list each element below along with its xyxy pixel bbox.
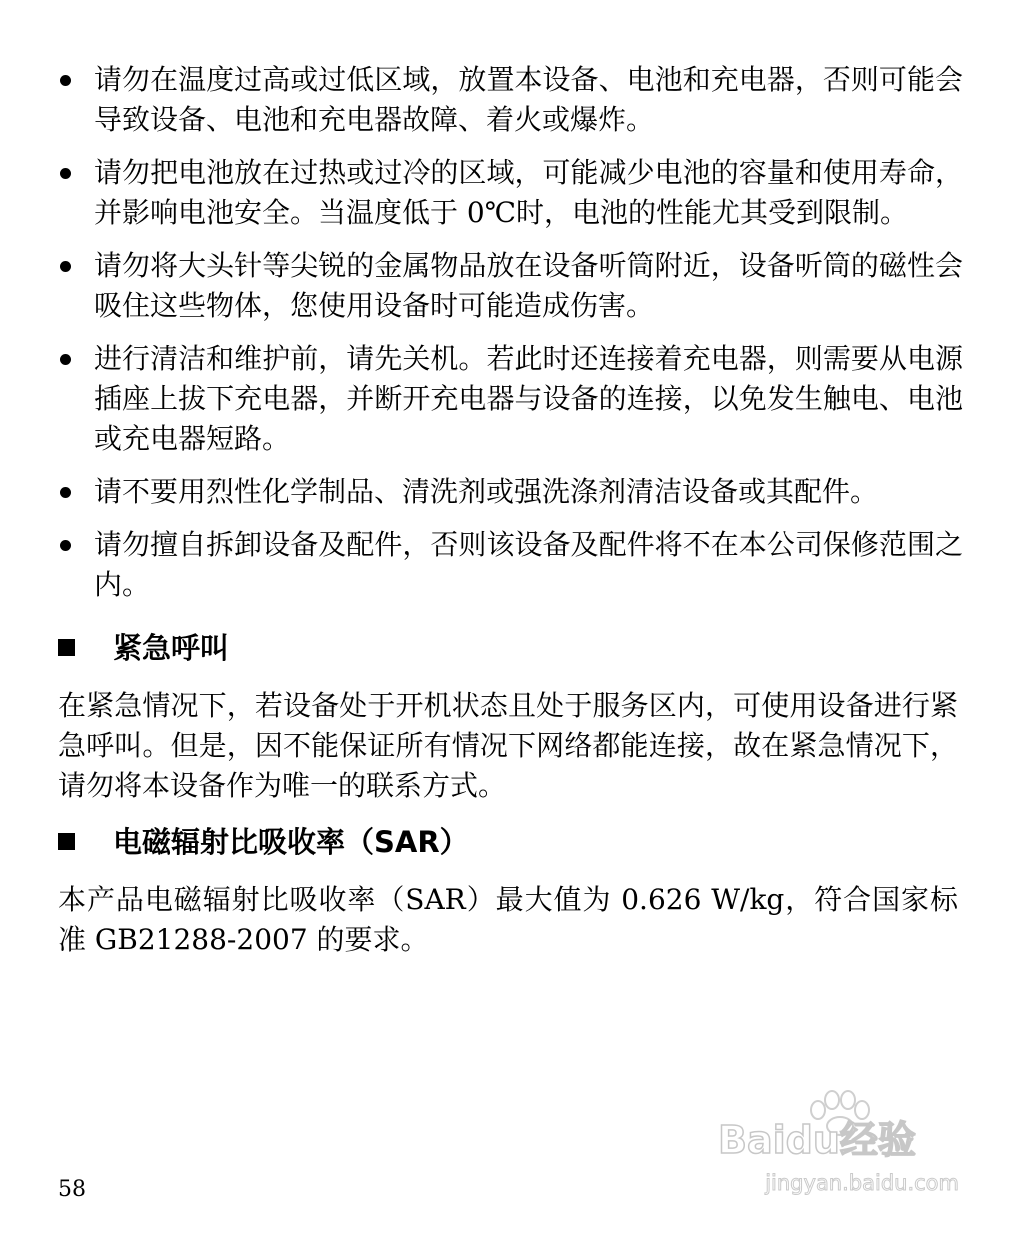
list-item bbox=[58, 525, 963, 605]
page-number: 58 bbox=[58, 1177, 86, 1202]
bullet-icon bbox=[60, 261, 71, 272]
watermark-brand: Baidu经验 bbox=[718, 1118, 916, 1162]
emergency-call-paragraph: 在紧急情况下，若设备处于开机状态且处于服务区内，可使用设备进行紧急呼叫。但是，因不能保证所有情况下网络都能连接，故在紧急情况下，请勿将本设备作为唯一的联系方式。 bbox=[58, 689, 958, 802]
bullet-icon bbox=[60, 75, 71, 86]
sar-paragraph: 本产品电磁辐射比吸收率（SAR）最大值为 0.626 W/kg，符合国家标准 GB21288-2007 的要求。 bbox=[58, 883, 958, 956]
bullet-text: 请不要用烈性化学制品、清洗剂或强洗涤剂清洁设备或其配件。 bbox=[94, 475, 879, 508]
sar-heading bbox=[58, 822, 469, 862]
sar-heading-text: 电磁辐射比吸收率（SAR） bbox=[113, 825, 469, 859]
bullet-icon bbox=[60, 354, 71, 365]
bullet-text: 请勿把电池放在过热或过冷的区域，可能减少电池的容量和使用寿命，并影响电池安全。当温度低于 0℃时，电池的性能尤其受到限制。 bbox=[94, 156, 963, 229]
watermark-url: jingyan.baidu.com bbox=[765, 1171, 959, 1195]
bullet-text: 请勿将大头针等尖锐的金属物品放在设备听筒附近，设备听筒的磁性会吸住这些物体，您使用设备时可能造成伤害。 bbox=[94, 249, 963, 322]
bullet-text: 请勿擅自拆卸设备及配件，否则该设备及配件将不在本公司保修范围之内。 bbox=[94, 528, 963, 601]
bullet-icon bbox=[60, 487, 71, 498]
bullet-icon bbox=[60, 168, 71, 179]
list-item bbox=[58, 339, 963, 459]
square-bullet-icon bbox=[58, 639, 75, 656]
baidu-watermark bbox=[718, 1090, 963, 1202]
bullet-text: 请勿在温度过高或过低区域，放置本设备、电池和充电器，否则可能会导致设备、电池和充电器故障、着火或爆炸。 bbox=[94, 63, 963, 136]
list-item bbox=[58, 153, 963, 233]
bullet-icon bbox=[60, 540, 71, 551]
square-bullet-icon bbox=[58, 833, 75, 850]
emergency-call-heading-text: 紧急呼叫 bbox=[113, 631, 230, 665]
emergency-call-heading bbox=[58, 628, 229, 668]
safety-bullet-list bbox=[58, 60, 963, 618]
list-item bbox=[58, 60, 963, 140]
list-item bbox=[58, 472, 963, 512]
list-item bbox=[58, 246, 963, 326]
bullet-text: 进行清洁和维护前，请先关机。若此时还连接着充电器，则需要从电源插座上拔下充电器，并断开充电器与设备的连接，以免发生触电、电池或充电器短路。 bbox=[94, 342, 963, 455]
